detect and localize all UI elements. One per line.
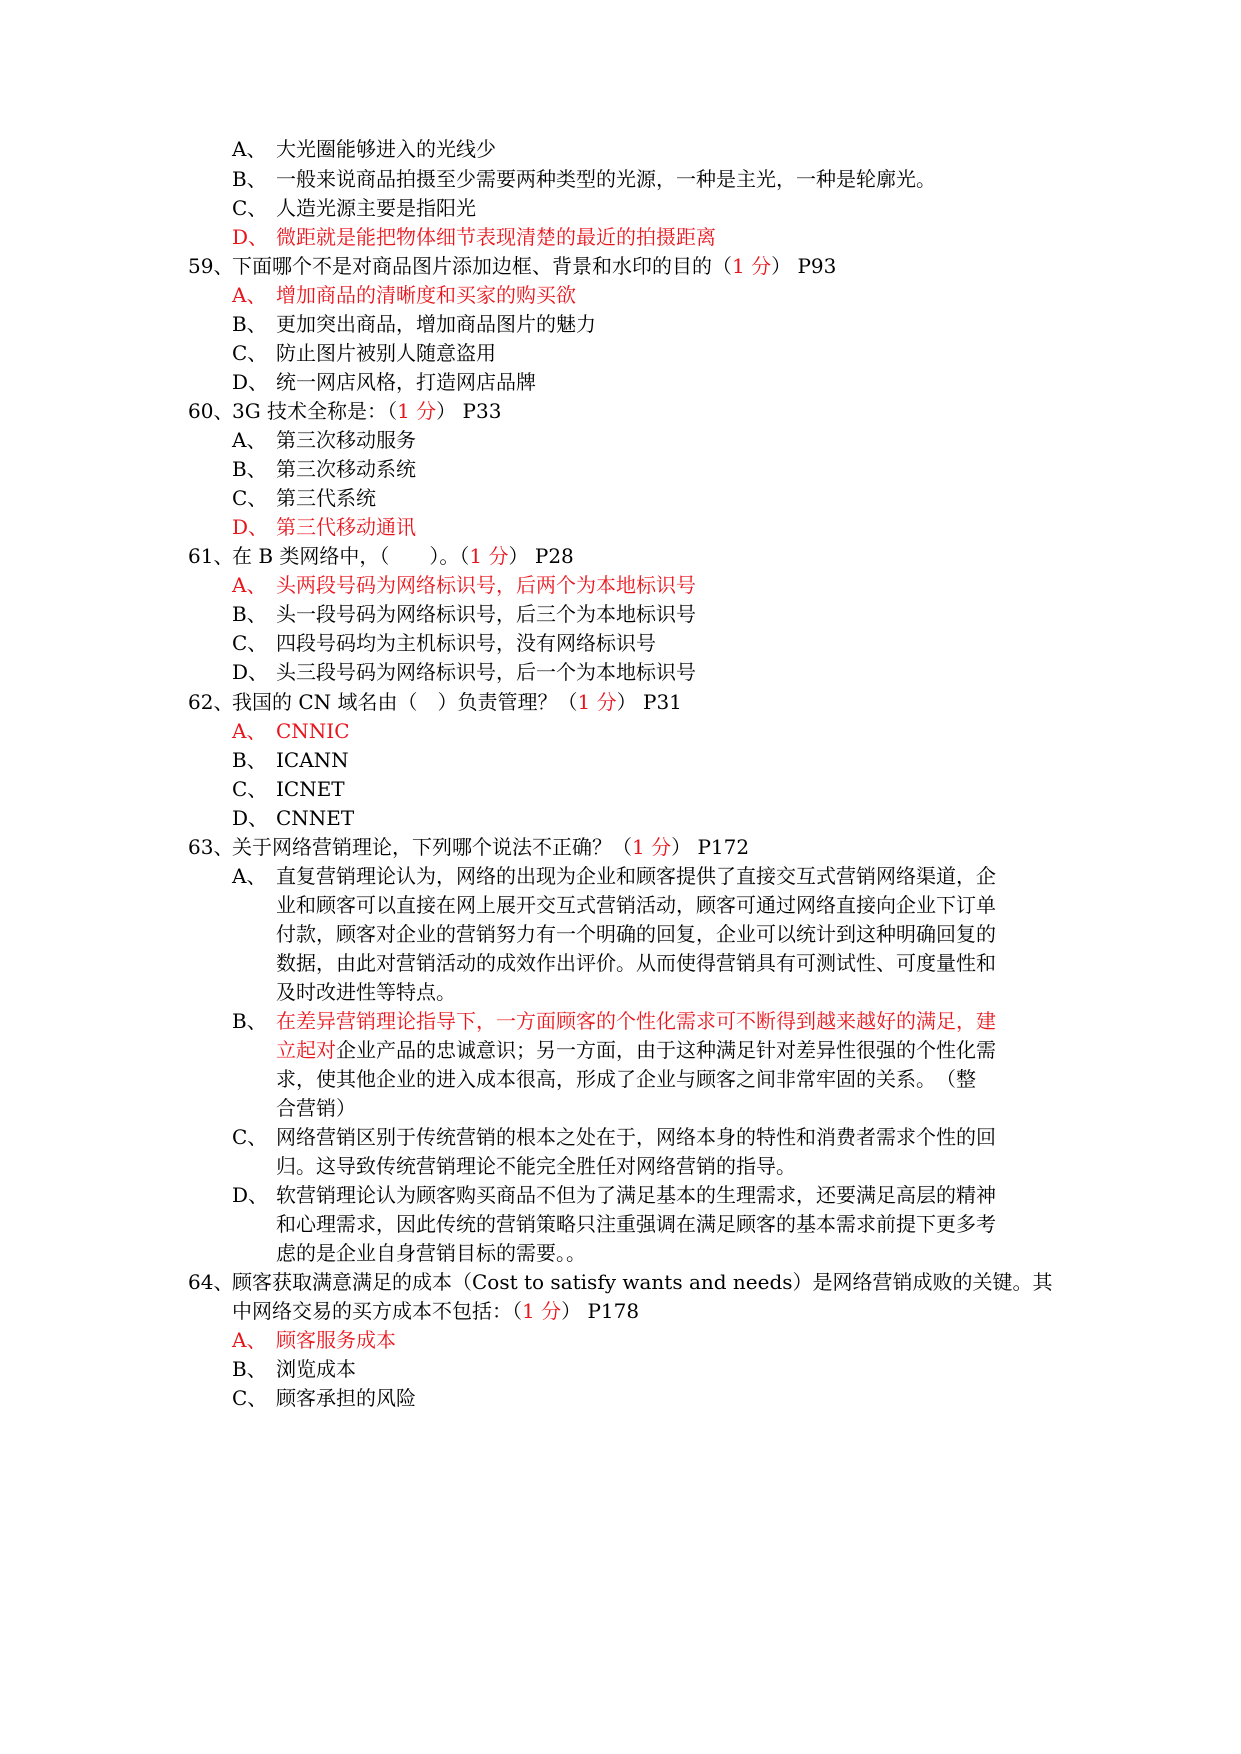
q58-option-c: C、 人造光源主要是指阳光 bbox=[232, 196, 476, 220]
q61-option-b: B、 头一段号码为网络标识号，后三个为本地标识号 bbox=[232, 602, 696, 626]
q63-option-d-label: D、 bbox=[232, 1183, 269, 1207]
q63-option-a-line: 付款，顾客对企业的营销努力有一个明确的回复，企业可以统计到这种明确回复的 bbox=[276, 922, 996, 946]
q58-option-d-answer: D、 微距就是能把物体细节表现清楚的最近的拍摄距离 bbox=[232, 225, 716, 249]
q61-stem: 61、在 B 类网络中，（ ）。（1 分） P28 bbox=[188, 544, 574, 568]
q58-option-b: B、 一般来说商品拍摄至少需要两种类型的光源，一种是主光，一种是轮廓光。 bbox=[232, 167, 936, 191]
q59-stem: 59、下面哪个不是对商品图片添加边框、背景和水印的目的（1 分） P93 bbox=[188, 254, 837, 278]
q59-option-a-answer: A、 增加商品的清晰度和买家的购买欲 bbox=[232, 283, 576, 307]
q63-option-a-line: 数据，由此对营销活动的成效作出评价。从而使得营销具有可测试性、可度量性和 bbox=[276, 951, 996, 975]
q59-option-c: C、 防止图片被别人随意盗用 bbox=[232, 341, 496, 365]
q63-option-c-line: 归。这导致传统营销理论不能完全胜任对网络营销的指导。 bbox=[276, 1154, 796, 1178]
q60-option-d-answer: D、 第三代移动通讯 bbox=[232, 515, 416, 539]
q63-option-a-label: A、 bbox=[232, 864, 267, 888]
q63-option-b-red-fragment: 立起对 bbox=[276, 1038, 336, 1062]
q60-option-c: C、 第三代系统 bbox=[232, 486, 376, 510]
q64-option-a-answer: A、 顾客服务成本 bbox=[232, 1328, 396, 1352]
q63-option-c-line: 网络营销区别于传统营销的根本之处在于，网络本身的特性和消费者需求个性的回 bbox=[276, 1125, 996, 1149]
q63-option-b-line: 合营销） bbox=[276, 1096, 356, 1120]
q61-option-c: C、 四段号码均为主机标识号，没有网络标识号 bbox=[232, 631, 656, 655]
q63-option-d-line: 软营销理论认为顾客购买商品不但为了满足基本的生理需求，还要满足高层的精神 bbox=[276, 1183, 996, 1207]
q63-option-a-line: 业和顾客可以直接在网上展开交互式营销活动，顾客可通过网络直接向企业下订单 bbox=[276, 893, 996, 917]
q63-stem: 63、关于网络营销理论，下列哪个说法不正确？（1 分） P172 bbox=[188, 835, 750, 859]
q60-option-b: B、 第三次移动系统 bbox=[232, 457, 416, 481]
q60-stem: 60、3G 技术全称是：（1 分） P33 bbox=[188, 399, 502, 423]
q62-option-d: D、 CNNET bbox=[232, 806, 355, 830]
q63-option-b-line: 立起对企业产品的忠诚意识；另一方面，由于这种满足针对差异性很强的个性化需 bbox=[276, 1038, 996, 1062]
q62-stem: 62、我国的 CN 域名由（ ）负责管理？（1 分） P31 bbox=[188, 690, 682, 714]
q63-option-b-line-answer: 在差异营销理论指导下，一方面顾客的个性化需求可不断得到越来越好的满足，建 bbox=[276, 1009, 996, 1033]
q63-option-b-line: 求，使其他企业的进入成本很高，形成了企业与顾客之间非常牢固的关系。 （整 bbox=[276, 1067, 976, 1091]
q62-option-b: B、 ICANN bbox=[232, 748, 349, 772]
q63-option-c-label: C、 bbox=[232, 1125, 268, 1149]
q64-option-c: C、 顾客承担的风险 bbox=[232, 1386, 416, 1410]
q64-option-b: B、 浏览成本 bbox=[232, 1357, 356, 1381]
q64-stem-continued: 中网络交易的买方成本不包括：（1 分） P178 bbox=[232, 1299, 640, 1323]
q63-option-d-line: 和心理需求，因此传统的营销策略只注重强调在满足顾客的基本需求前提下更多考 bbox=[276, 1212, 996, 1236]
q61-option-d: D、 头三段号码为网络标识号，后一个为本地标识号 bbox=[232, 660, 696, 684]
q58-option-a: A、 大光圈能够进入的光线少 bbox=[232, 137, 496, 161]
q61-option-a-answer: A、 头两段号码为网络标识号，后两个为本地标识号 bbox=[232, 573, 696, 597]
q64-stem: 64、顾客获取满意满足的成本（Cost to satisfy wants and needs）是网络营销成败的关键。其 bbox=[188, 1270, 1053, 1294]
q63-option-d-line: 虑的是企业自身营销目标的需要。。 bbox=[276, 1241, 586, 1265]
q63-option-b-label: B、 bbox=[232, 1009, 267, 1033]
q60-option-a: A、 第三次移动服务 bbox=[232, 428, 416, 452]
q59-option-d: D、 统一网店风格，打造网店品牌 bbox=[232, 370, 536, 394]
q62-option-c: C、 ICNET bbox=[232, 777, 345, 801]
q62-option-a-answer: A、 CNNIC bbox=[232, 719, 350, 743]
q63-option-a-line: 及时改进性等特点。 bbox=[276, 980, 456, 1004]
q59-option-b: B、 更加突出商品，增加商品图片的魅力 bbox=[232, 312, 596, 336]
q63-option-a-line: 直复营销理论认为，网络的出现为企业和顾客提供了直接交互式营销网络渠道，企 bbox=[276, 864, 996, 888]
